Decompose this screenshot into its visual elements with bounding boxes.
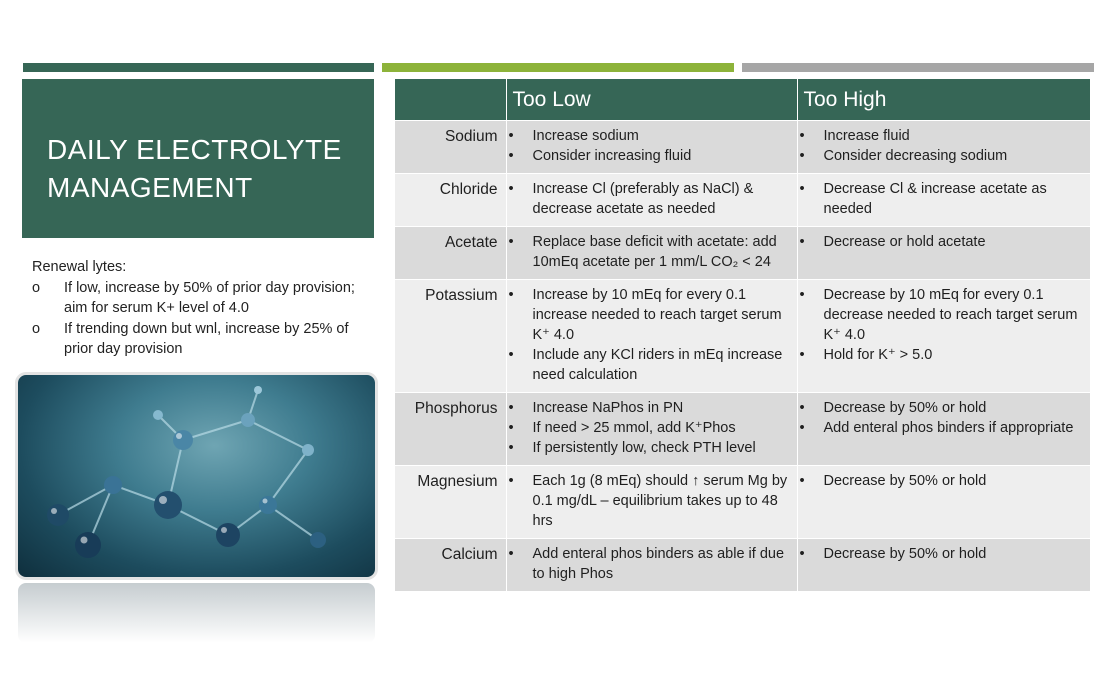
list-item: • Increase fluid	[804, 126, 1084, 146]
accent-bar-gray	[742, 63, 1094, 72]
header-blank-cell	[395, 79, 506, 121]
list-item: • Increase by 10 mEq for every 0.1 increase needed to reach target serum K⁺ 4.0	[513, 285, 791, 345]
row-label: Sodium	[395, 121, 506, 174]
row-label: Phosphorus	[395, 393, 506, 466]
title-box	[22, 79, 374, 238]
renewal-item: o If low, increase by 50% of prior day provision; aim for serum K+ level of 4.0	[32, 279, 355, 316]
photo-reflection	[18, 583, 375, 643]
list-item: • Increase Cl (preferably as NaCl) & decrease acetate as needed	[513, 179, 791, 219]
too-high-cell	[797, 466, 1090, 539]
accent-bar-lime	[382, 63, 734, 72]
too-low-cell	[506, 466, 797, 539]
molecule-photo	[18, 375, 375, 577]
too-high-cell	[797, 227, 1090, 280]
header-too-low: Too Low	[506, 79, 797, 121]
table-row	[395, 539, 1090, 592]
molecule-icon	[18, 375, 375, 577]
list-item: • If persistently low, check PTH level	[513, 438, 791, 458]
accent-bar-green	[23, 63, 374, 72]
list-item: • Decrease by 50% or hold	[804, 544, 1084, 564]
table-row	[395, 280, 1090, 393]
too-high-cell	[797, 539, 1090, 592]
renewal-notes	[32, 257, 372, 360]
row-label: Acetate	[395, 227, 506, 280]
table-row	[395, 466, 1090, 539]
too-low-cell	[506, 393, 797, 466]
row-label: Chloride	[395, 174, 506, 227]
list-item: • Consider increasing fluid	[513, 146, 791, 166]
list-item: • If need > 25 mmol, add K⁺Phos	[513, 418, 791, 438]
renewal-heading: Renewal lytes:	[32, 259, 127, 275]
table-row	[395, 227, 1090, 280]
too-low-cell	[506, 227, 797, 280]
electrolyte-table	[395, 79, 1091, 592]
too-low-cell	[506, 174, 797, 227]
list-item: • Decrease or hold acetate	[804, 232, 1084, 252]
table-row	[395, 121, 1090, 174]
table-header-row	[395, 79, 1090, 121]
slide-title: DAILY ELECTROLYTE MANAGEMENT	[47, 134, 342, 203]
too-low-cell	[506, 121, 797, 174]
list-item: • Decrease by 10 mEq for every 0.1 decrease needed to reach target serum K⁺ 4.0	[804, 285, 1084, 345]
list-item: • Increase sodium	[513, 126, 791, 146]
circle-bullet: o	[32, 279, 41, 296]
list-item: • Replace base deficit with acetate: add 10mEq acetate per 1 mm/L CO₂ < 24	[513, 232, 791, 272]
list-item: • Decrease by 50% or hold	[804, 471, 1084, 491]
list-item: • Each 1g (8 mEq) should ↑ serum Mg by 0.1 mg/dL – equilibrium takes up to 48 hrs	[513, 471, 791, 531]
list-item: • Hold for K⁺ > 5.0	[804, 345, 1084, 365]
table-row	[395, 393, 1090, 466]
list-item: • Include any KCl riders in mEq increase need calculation	[513, 345, 791, 385]
list-item: • Decrease by 50% or hold	[804, 398, 1084, 418]
header-too-high: Too High	[797, 79, 1090, 121]
too-high-cell	[797, 280, 1090, 393]
too-low-cell	[506, 280, 797, 393]
row-label: Magnesium	[395, 466, 506, 539]
list-item: • Increase NaPhos in PN	[513, 398, 791, 418]
too-high-cell	[797, 121, 1090, 174]
list-item: • Add enteral phos binders if appropriate	[804, 418, 1084, 438]
too-high-cell	[797, 393, 1090, 466]
too-low-cell	[506, 539, 797, 592]
row-label: Calcium	[395, 539, 506, 592]
renewal-list	[32, 278, 372, 360]
list-item: • Add enteral phos binders as able if due to high Phos	[513, 544, 791, 584]
table-row	[395, 174, 1090, 227]
list-item: • Consider decreasing sodium	[804, 146, 1084, 166]
renewal-item: o If trending down but wnl, increase by 25% of prior day provision	[32, 320, 349, 357]
row-label: Potassium	[395, 280, 506, 393]
too-high-cell	[797, 174, 1090, 227]
list-item: • Decrease Cl & increase acetate as needed	[804, 179, 1084, 219]
circle-bullet: o	[32, 320, 41, 337]
